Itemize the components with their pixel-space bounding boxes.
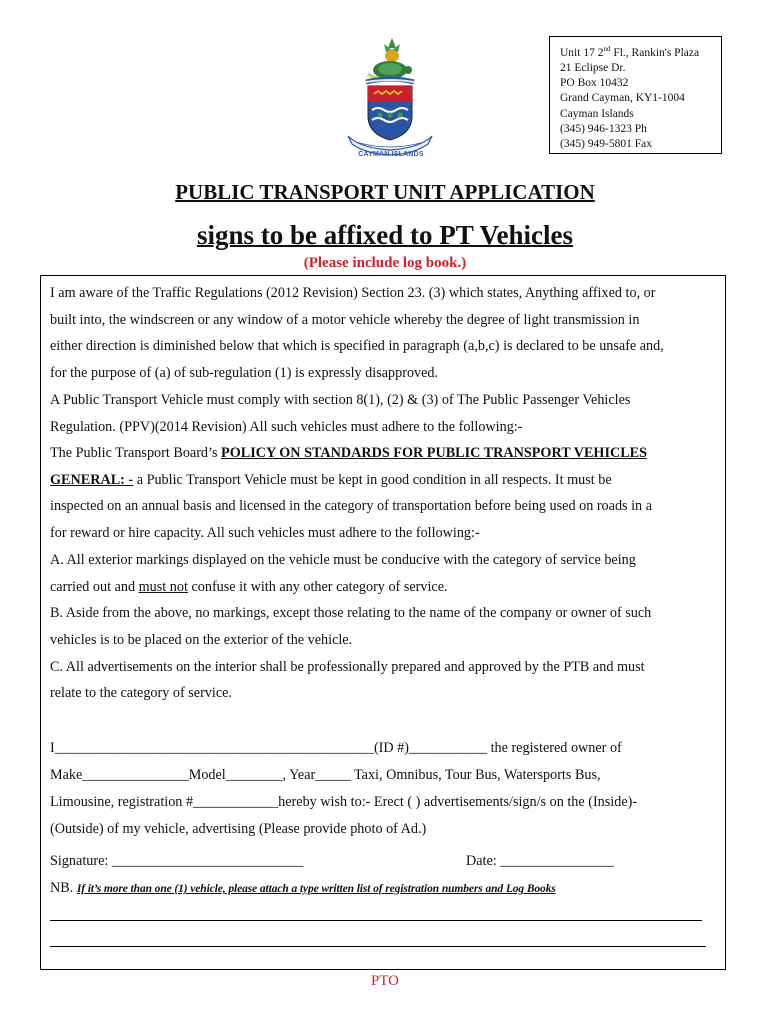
signature-field[interactable]: Signature: ___________________________ (50, 853, 304, 869)
general-line: GENERAL: - a Public Transport Vehicle must be kept in good condition in all respects. It must be (50, 472, 612, 488)
paragraph-line: inspected on an annual basis and licensed in the category of transportation before being used on roads in a (50, 498, 652, 514)
registration-field-line[interactable]: Limousine, registration #____________hereby wish to:- Erect ( ) advertisements/sign/s on the (Inside)- (50, 794, 638, 810)
policy-heading: The Public Transport Board’s POLICY ON STANDARDS FOR PUBLIC TRANSPORT VEHICLES (50, 445, 648, 461)
item-c-line: relate to the category of service. (50, 685, 232, 701)
blank-line[interactable] (50, 920, 702, 921)
blank-line[interactable] (50, 946, 706, 947)
page-subtitle: signs to be affixed to PT Vehicles (196, 220, 574, 250)
paragraph-line: for reward or hire capacity. All such vehicles must adhere to the following:- (50, 525, 480, 541)
nb-note: NB. If it’s more than one (1) vehicle, please attach a type written list of registration numbers and Log Books (50, 880, 556, 896)
owner-field-line[interactable]: I_____________________________________________(ID #)___________ the registered owner of (50, 740, 622, 756)
item-a-line: A. All exterior markings displayed on the vehicle must be conducive with the category of service being (50, 552, 636, 568)
item-a-line: carried out and must not confuse it with any other category of service. (50, 579, 448, 595)
address-line-street: 21 Eclipse Dr. (560, 62, 626, 75)
paragraph-line: Regulation. (PPV)(2014 Revision) All such vehicles must adhere to the following:- (50, 419, 523, 435)
coat-of-arms-logo (340, 36, 440, 160)
address-line-fax: (345) 949-5801 Fax (560, 138, 652, 151)
paragraph-line: A Public Transport Vehicle must comply with section 8(1), (2) & (3) of The Public Passenger Vehicles (50, 392, 631, 408)
logo-caption: CAYMAN ISLANDS (358, 151, 424, 158)
date-field[interactable]: Date: ________________ (466, 853, 614, 869)
address-box (549, 36, 722, 154)
address-line-pobox: PO Box 10432 (560, 77, 629, 90)
address-line-phone: (345) 946-1323 Ph (560, 122, 647, 135)
log-book-note: (Please include log book.) (303, 255, 467, 271)
address-line-unit: Unit 17 2nd Fl., Rankin's Plaza (560, 45, 700, 59)
item-b-line: B. Aside from the above, no markings, except those relating to the name of the company or owner of such (50, 605, 652, 621)
paragraph-line: either direction is diminished below that which is specified in paragraph (a,b,c) is declared to be unsafe and, (50, 338, 664, 354)
vehicle-field-line[interactable]: Make_______________Model________, Year_____ Taxi, Omnibus, Tour Bus, Watersports Bus, (50, 767, 601, 783)
item-b-line: vehicles is to be placed on the exterior of the vehicle. (50, 632, 353, 648)
form-line: (Outside) of my vehicle, advertising (Please provide photo of Ad.) (50, 821, 427, 837)
paragraph-line: for the purpose of (a) of sub-regulation (1) is expressly disapproved. (50, 365, 439, 381)
paragraph-line: built into, the windscreen or any window of a motor vehicle whereby the degree of light transmission in (50, 312, 640, 328)
pto-label: PTO (370, 973, 400, 989)
address-line-country: Cayman Islands (560, 107, 634, 120)
address-line-city: Grand Cayman, KY1-1004 (560, 92, 685, 105)
page-title: PUBLIC TRANSPORT UNIT APPLICATION (175, 180, 595, 204)
paragraph-line: I am aware of the Traffic Regulations (2012 Revision) Section 23. (3) which states, Anything affixed to, or (50, 285, 656, 301)
item-c-line: C. All advertisements on the interior shall be professionally prepared and approved by the PTB and must (50, 659, 645, 675)
